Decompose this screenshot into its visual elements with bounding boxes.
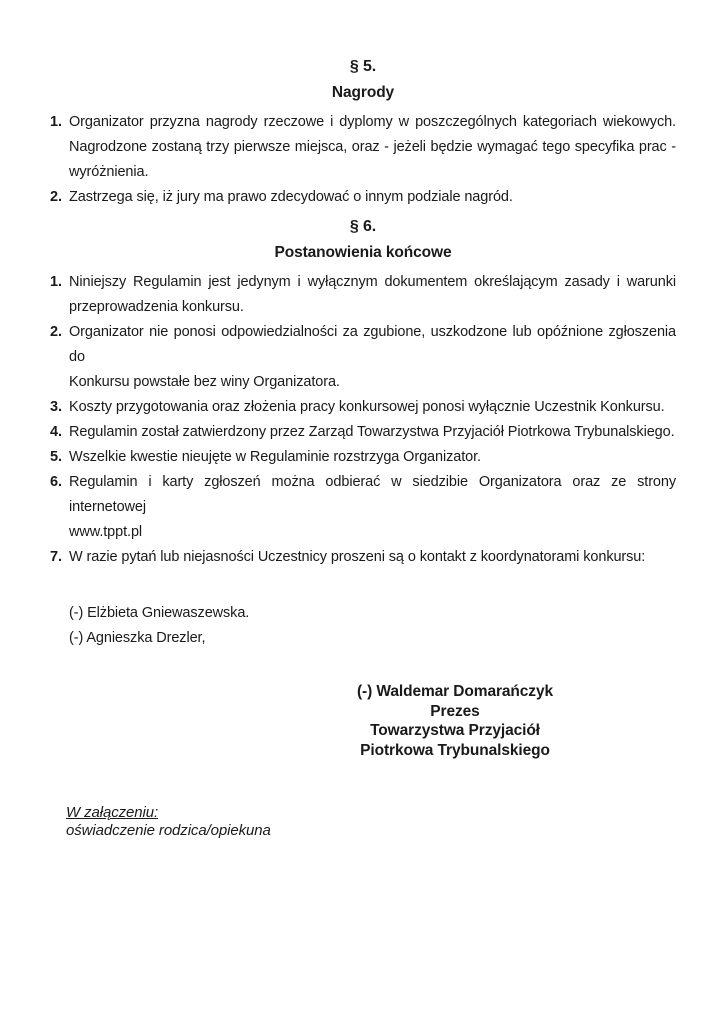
item-body bbox=[69, 395, 676, 420]
signature-org-line1: Towarzystwa Przyjaciół bbox=[370, 722, 540, 739]
item-number: 1. bbox=[50, 274, 62, 290]
item-line: wyróżnienia. bbox=[69, 164, 149, 180]
section5-items bbox=[50, 110, 676, 210]
list-item bbox=[50, 320, 676, 395]
coordinator-line: (-) Elżbieta Gniewaszewska. bbox=[69, 605, 250, 621]
item-number: 2. bbox=[50, 189, 62, 205]
signature-title: Prezes bbox=[430, 702, 480, 720]
item-line: W razie pytań lub niejasności Uczestnicy proszeni są o kontakt z koordynatorami konkursu: bbox=[69, 549, 646, 565]
section5-heading: § 5. bbox=[349, 58, 377, 75]
list-item bbox=[50, 470, 676, 545]
item-body bbox=[69, 270, 676, 320]
item-body bbox=[69, 445, 676, 470]
item-number: 6. bbox=[50, 474, 62, 490]
item-line: Niniejszy Regulamin jest jedynym i wyłącznym dokumentem określającym zasady i warunki bbox=[69, 274, 676, 290]
coordinators bbox=[50, 601, 676, 651]
signature-name: (-) Waldemar Domarańczyk bbox=[357, 683, 553, 700]
list-item bbox=[50, 420, 676, 445]
section6-heading: § 6. bbox=[349, 218, 377, 235]
item-body bbox=[69, 545, 676, 570]
item-body bbox=[69, 110, 676, 185]
attachment-label: W załączeniu: bbox=[66, 804, 159, 821]
website-text: www.tppt.pl bbox=[69, 524, 143, 540]
item-number: 3. bbox=[50, 399, 62, 415]
list-item bbox=[50, 545, 676, 570]
item-line: Nagrodzone zostaną trzy pierwsze miejsca, oraz - jeżeli będzie wymagać tego specyfika prac - bbox=[69, 139, 676, 155]
item-number: 4. bbox=[50, 424, 62, 440]
item-line: Konkursu powstałe bez winy Organizatora. bbox=[69, 374, 340, 390]
list-item bbox=[50, 185, 676, 210]
item-number: 7. bbox=[50, 549, 62, 565]
item-body bbox=[69, 470, 676, 545]
item-number: 1. bbox=[50, 114, 62, 130]
item-body bbox=[69, 185, 676, 210]
list-item bbox=[50, 395, 676, 420]
item-line: Regulamin został zatwierdzony przez Zarząd Towarzystwa Przyjaciół Piotrkowa Trybunalskiego. bbox=[69, 424, 675, 440]
item-number: 2. bbox=[50, 324, 62, 340]
section6-subheading: Postanowienia końcowe bbox=[274, 244, 452, 261]
signature-block bbox=[315, 682, 595, 760]
item-number: 5. bbox=[50, 449, 62, 465]
list-item bbox=[50, 110, 676, 185]
item-line: Zastrzega się, iż jury ma prawo zdecydować o innym podziale nagród. bbox=[69, 189, 513, 205]
signature-org-line2: Piotrkowa Trybunalskiego bbox=[360, 741, 550, 759]
item-line: Organizator nie ponosi odpowiedzialności za zgubione, uszkodzone lub opóźnione zgłoszenia do bbox=[69, 324, 676, 365]
section6-items bbox=[50, 270, 676, 570]
attachment-note bbox=[50, 804, 676, 840]
item-line: Koszty przygotowania oraz złożenia pracy konkursowej ponosi wyłącznie Uczestnik Konkursu. bbox=[69, 399, 665, 415]
item-body bbox=[69, 420, 676, 445]
attachment-value: oświadczenie rodzica/opiekuna bbox=[66, 822, 271, 839]
list-item bbox=[50, 445, 676, 470]
list-item bbox=[50, 270, 676, 320]
coordinator-line: (-) Agnieszka Drezler, bbox=[69, 630, 206, 646]
item-line: Regulamin i karty zgłoszeń można odbierać w siedzibie Organizatora oraz ze strony internetowej bbox=[69, 474, 676, 515]
item-line: Wszelkie kwestie nieujęte w Regulaminie rozstrzyga Organizator. bbox=[69, 449, 481, 465]
item-line: przeprowadzenia konkursu. bbox=[69, 299, 244, 315]
item-line: Organizator przyzna nagrody rzeczowe i dyplomy w poszczególnych kategoriach wiekowych. bbox=[69, 114, 676, 130]
item-body bbox=[69, 320, 676, 395]
section5-subheading: Nagrody bbox=[331, 84, 395, 101]
